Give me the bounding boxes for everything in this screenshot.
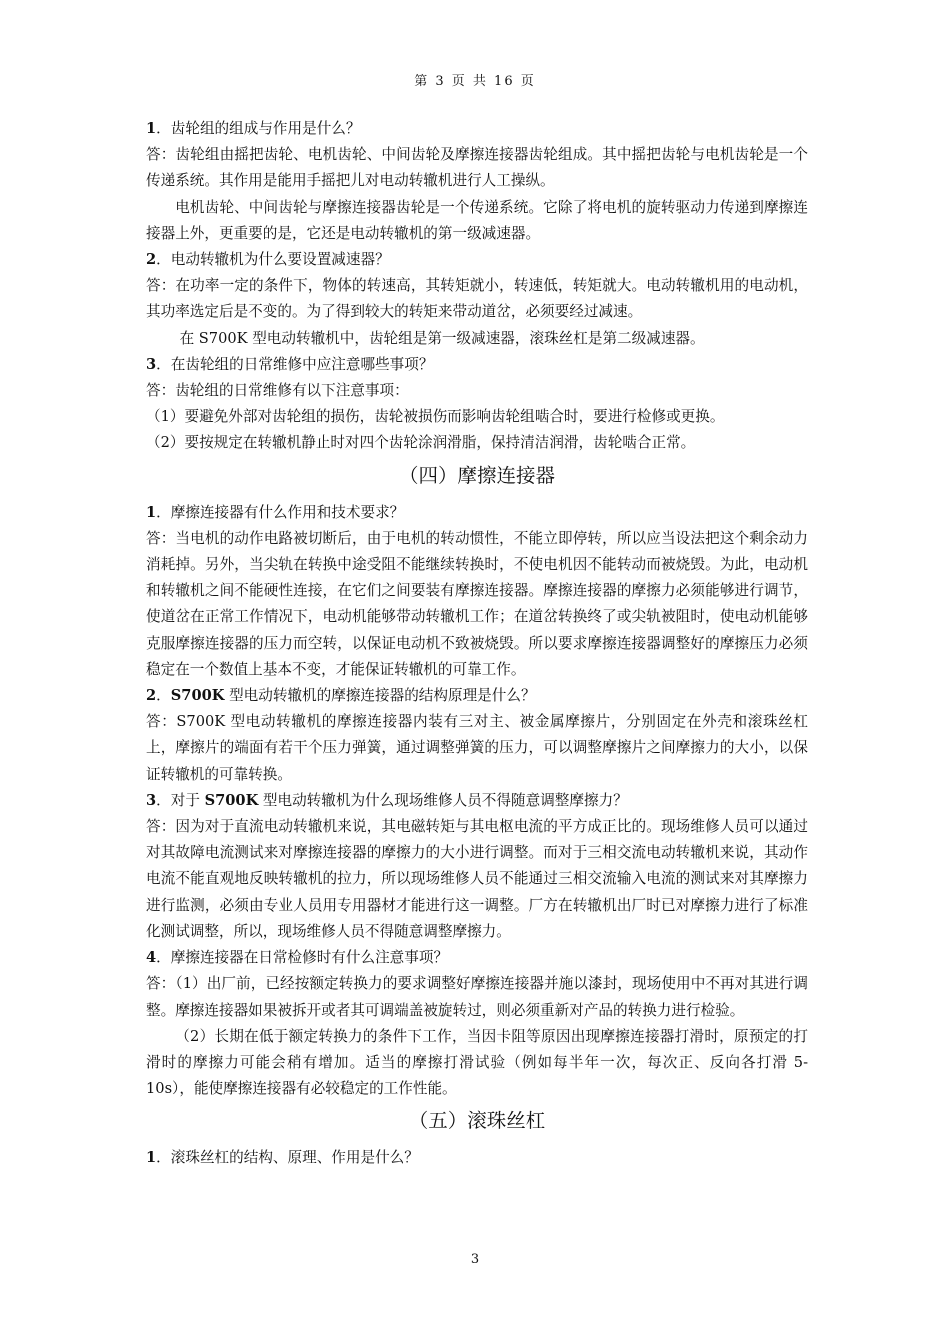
question: [146, 945, 808, 971]
paragraph: （2）要按规定在转辙机静止时对四个齿轮涂润滑脂，保持清洁润滑，齿轮啮合正常。: [146, 434, 696, 452]
model-name: S700K: [170, 687, 225, 705]
question: [146, 352, 808, 378]
question: [146, 683, 808, 709]
paragraph: 答：在功率一定的条件下，物体的转速高，其转矩就小，转速低，转矩就大。电动转辙机用的电动机，其功率选定后是不变的。为了得到较大的转矩来带动道岔，必须要经过减速。: [146, 277, 808, 321]
document-body: [146, 116, 808, 1172]
question-text: ．在齿轮组的日常维修中应注意哪些事项？: [156, 355, 434, 373]
paragraph: 答：S700K 型电动转辙机的摩擦连接器内装有三对主、被金属摩擦片，分别固定在外壳和滚珠丝杠上，摩擦片的端面有若干个压力弹簧，通过调整弹簧的压力，可以调整摩擦片之间摩擦力的大小，以保证转辙机的可靠转换。: [146, 713, 808, 783]
question-separator: ．: [156, 687, 171, 705]
question-number: 3: [146, 791, 157, 809]
question-prefix: ．对于: [156, 791, 205, 809]
question-text: ．齿轮组的组成与作用是什么？: [156, 120, 361, 137]
paragraph: （1）要避免外部对齿轮组的损伤，齿轮被损伤而影响齿轮组啮合时，要进行检修或更换。: [146, 408, 725, 426]
question-number: 1: [146, 120, 157, 137]
question: [146, 1145, 808, 1171]
model-name: S700K: [204, 791, 259, 809]
question: [146, 116, 808, 142]
paragraph: （2）长期在低于额定转换力的条件下工作，当因卡阻等原因出现摩擦连接器打滑时，原预定的打滑时的摩擦力可能会稍有增加。适当的摩擦打滑试验（例如每半年一次，每次正、反向各打滑 5-10s），能使摩擦连接器有必较稳定的工作性能。: [146, 1027, 808, 1098]
question-number: 2: [146, 687, 157, 705]
paragraph: 答：当电机的动作电路被切断后，由于电机的转动惯性，不能立即停转，所以应当设法把这个剩余动力消耗掉。另外，当尖轨在转换中途受阻不能继续转换时，不使电机因不能转动而被烧毁。为此，电动机和转辙机之间不能硬性连接，在它们之间要装有摩擦连接器。摩擦连接器的摩擦力必须能够进行调节，使道岔在正常工作情况下，电动机能够带动转辙机工作；在道岔转换终了或尖轨被阻时，使电动机能够克服摩擦连接器的压力而空转，以保证电动机不致被烧毁。所以要求摩擦连接器调整好的摩擦压力必须稳定在一个数值上基本不变，才能保证转辙机的可靠工作。: [146, 529, 808, 678]
question-number: 3: [146, 355, 157, 373]
question-text: ．摩擦连接器在日常检修时有什么注意事项？: [156, 949, 449, 967]
paragraph: 答：齿轮组由摇把齿轮、电机齿轮、中间齿轮及摩擦连接器齿轮组成。其中摇把齿轮与电机齿轮是一个传递系统。其作用是能用手摇把儿对电动转辙机进行人工操纵。: [146, 146, 808, 190]
question: [146, 788, 808, 814]
question-text: ．摩擦连接器有什么作用和技术要求？: [156, 503, 405, 521]
section-heading: （四）摩擦连接器: [398, 463, 555, 487]
question-number: 4: [146, 949, 157, 967]
question-text: ．电动转辙机为什么要设置减速器？: [156, 251, 390, 269]
question: [146, 247, 808, 273]
paragraph: 答：（1）出厂前，已经按额定转换力的要求调整好摩擦连接器并施以漆封，现场使用中不再对其进行调整。摩擦连接器如果被拆开或者其可调端盖被旋转过，则必须重新对产品的转换力进行检验。: [146, 975, 808, 1019]
question: [146, 500, 808, 526]
paragraph: 答：因为对于直流电动转辙机来说，其电磁转矩与其电枢电流的平方成正比的。现场维修人员可以通过对其故障电流测试来对摩擦连接器的摩擦力的大小进行调整。而对于三相交流电动转辙机来说，其动作电流不能直观地反映转辙机的拉力，所以现场维修人员不能通过三相交流输入电流的测试来对其摩擦力进行监测，必须由专业人员用专用器材才能进行这一调整。厂方在转辙机出厂时已对摩擦力进行了标准化测试调整，所以，现场维修人员不得随意调整摩擦力。: [146, 818, 808, 940]
paragraph: 答：齿轮组的日常维修有以下注意事项：: [146, 382, 409, 400]
question-number: 2: [146, 251, 157, 269]
section-heading: （五）滚珠丝杠: [408, 1109, 546, 1133]
paragraph: 在 S700K 型电动转辙机中，齿轮组是第一级减速器，滚珠丝杠是第二级减速器。: [179, 329, 705, 347]
question-text: 型电动转辙机的摩擦连接器的结构原理是什么？: [224, 687, 536, 705]
page-number: 3: [470, 1252, 480, 1267]
page-header: 第 3 页 共 16 页: [414, 74, 536, 89]
paragraph: 电机齿轮、中间齿轮与摩擦连接器齿轮是一个传递系统。它除了将电机的旋转驱动力传递到摩擦连接器上外，更重要的是，它还是电动转辙机的第一级减速器。: [146, 198, 808, 242]
question-number: 1: [146, 503, 157, 521]
question-text: ．滚珠丝杠的结构、原理、作用是什么？: [156, 1149, 419, 1167]
question-number: 1: [146, 1149, 157, 1167]
question-text: 型电动转辙机为什么现场维修人员不得随意调整摩擦力？: [258, 791, 628, 809]
